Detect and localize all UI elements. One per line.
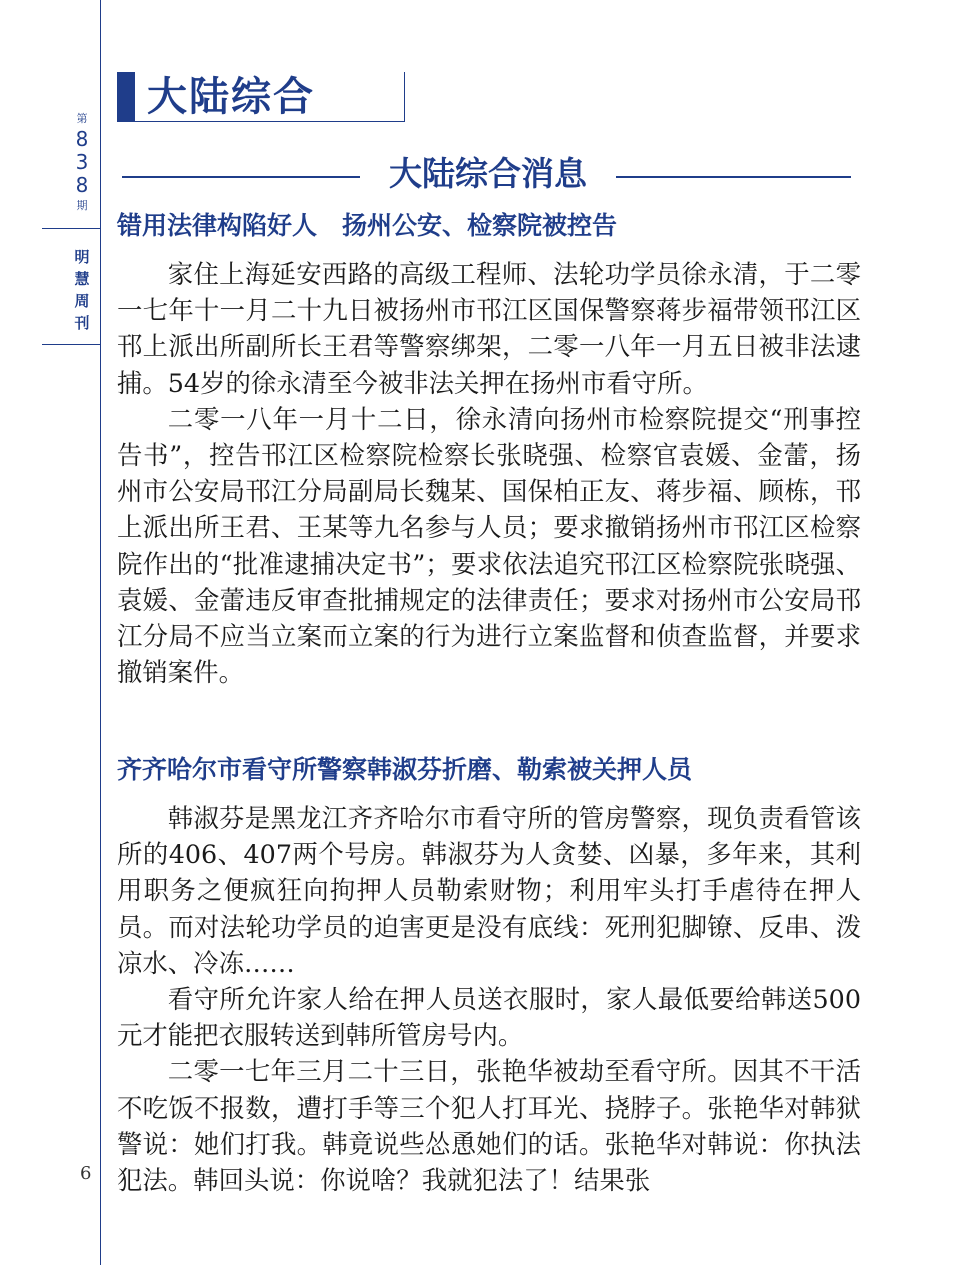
- column-title-text: 大陆综合消息: [389, 154, 587, 193]
- column-title-rule-right: [616, 176, 851, 178]
- paragraph: 二零一七年三月二十三日，张艳华被劫至看守所。因其不干活不吃饭不报数，遭打手等三个犯人打耳光、挠脖子。张艳华对韩狱警说：她们打我。韩竟说些怂恿她们的话。张艳华对韩说：你执法犯法。韩回头说：你说啥？我就犯法了！结果张: [117, 1056, 861, 1196]
- paragraph: 韩淑芬是黑龙江齐齐哈尔市看守所的管房警察，现负责看管该所的406、407两个号房。韩淑芬为人贪婪、凶暴，多年来，其利用职务之便疯狂向拘押人员勒索财物；利用牢头打手虐待在押人员。而对法轮功学员的迫害更是没有底线：死刑犯脚镣、反串、泼凉水、冷冻……: [117, 803, 861, 978]
- paragraph: 看守所允许家人给在押人员送衣服时，家人最低要给韩送500元才能把衣服转送到韩所管房号内。: [117, 984, 861, 1051]
- journal-name: [62, 246, 102, 334]
- article-body: [117, 800, 861, 1198]
- margin-divider-bottom: [42, 344, 100, 345]
- issue-label: [62, 110, 102, 215]
- article-title: 错用法律构陷好人 扬州公安、检察院被控告: [117, 211, 618, 240]
- section-header: [117, 72, 405, 122]
- section-header-bar: [117, 72, 135, 122]
- issue-digit: 8: [75, 127, 89, 151]
- section-header-label: 大陆综合: [147, 74, 315, 120]
- issue-digit: 8: [75, 173, 89, 197]
- issue-prefix: 第: [76, 112, 88, 125]
- journal-char: 慧: [74, 270, 90, 288]
- journal-char: 明: [74, 248, 90, 266]
- article-body: [117, 256, 861, 690]
- paragraph: 家住上海延安西路的高级工程师、法轮功学员徐永清，于二零一七年十一月二十九日被扬州市邗江区国保警察蒋步福带领邗江区邗上派出所副所长王君等警察绑架，二零一八年一月五日被非法逮捕。54岁的徐永清至今被非法关押在扬州市看守所。: [117, 259, 861, 398]
- journal-char: 刊: [74, 314, 90, 332]
- paragraph: 二零一八年一月十二日，徐永清向扬州市检察院提交“刑事控告书”，控告邗江区检察院检察长张晓强、检察官袁媛、金蕾，扬州市公安局邗江分局副局长魏某、国保柏正友、蒋步福、顾栋，邗上派出所王君、王某等九名参与人员；要求撤销扬州市邗江区检察院作出的“批准逮捕决定书”；要求依法追究邗江区检察院张晓强、袁媛、金蕾违反审查批捕规定的法律责任；要求对扬州市公安局邗江分局不应当立案而立案的行为进行立案监督和侦查监督，并要求撤销案件。: [117, 403, 861, 688]
- article-title: 齐齐哈尔市看守所警察韩淑芬折磨、勒索被关押人员: [117, 755, 693, 784]
- column-title-rule-left: [122, 176, 360, 178]
- issue-digit: 3: [75, 150, 89, 174]
- page-number: 6: [80, 1163, 92, 1184]
- journal-char: 周: [74, 292, 90, 310]
- column-title: [120, 152, 854, 196]
- margin-divider-top: [42, 228, 100, 229]
- issue-suffix: 期: [76, 199, 88, 212]
